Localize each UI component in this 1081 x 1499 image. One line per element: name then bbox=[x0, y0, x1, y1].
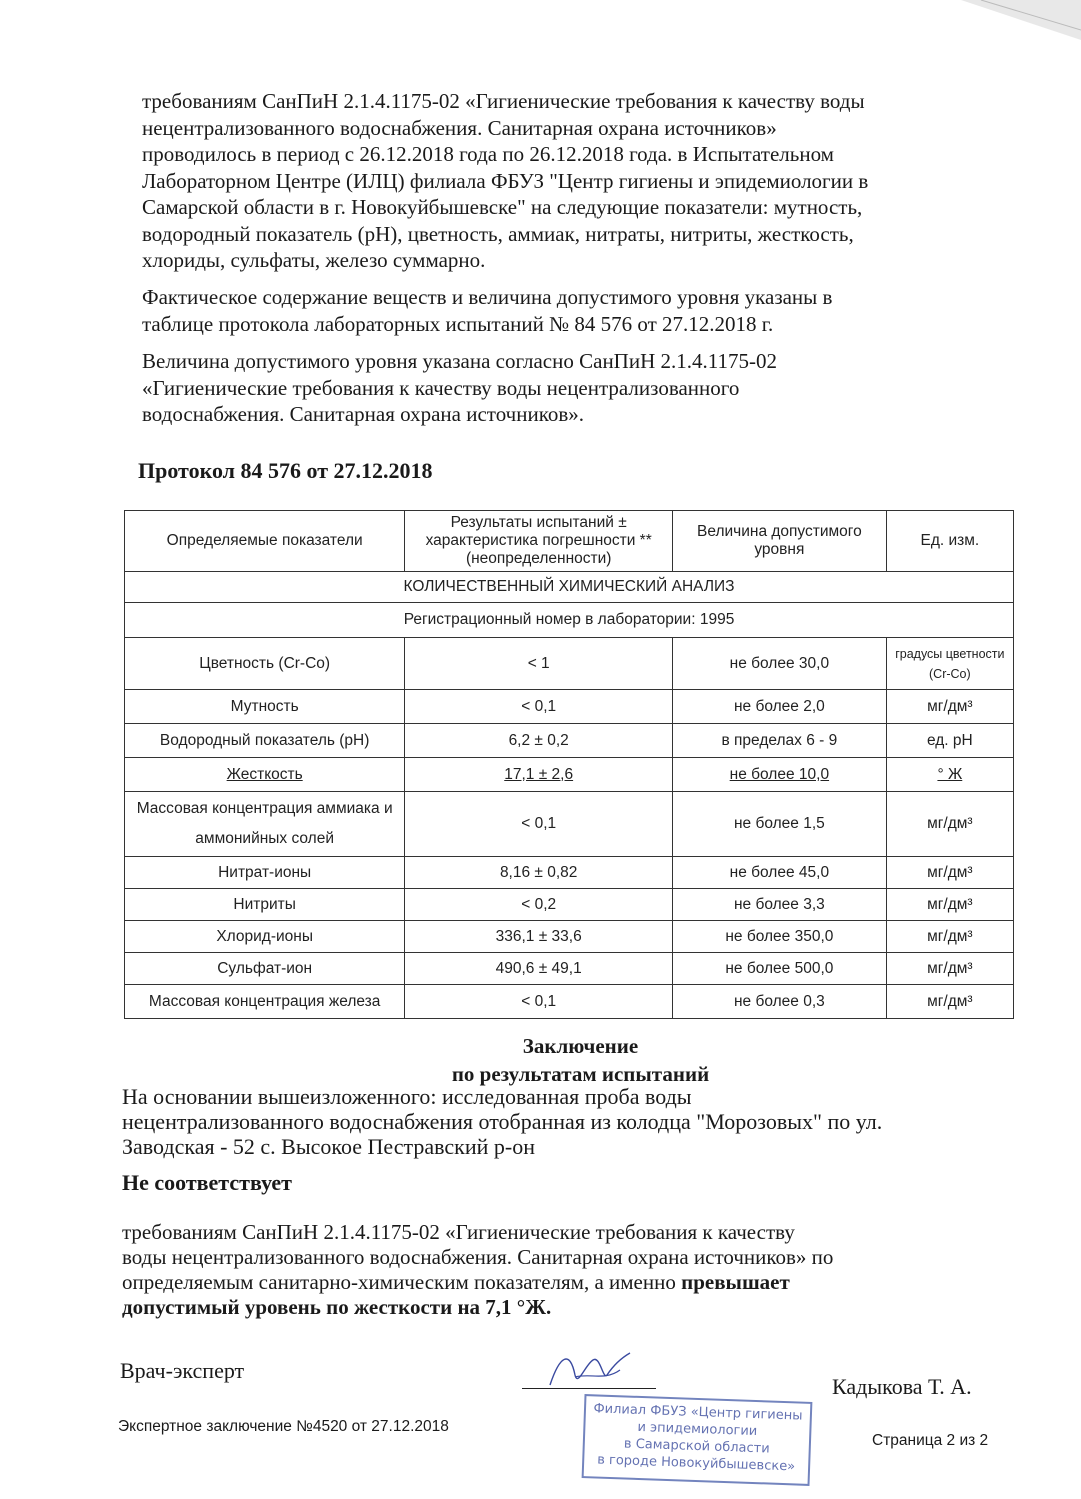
limit-value: не более 0,3 bbox=[673, 985, 887, 1019]
limit-value: не более 1,5 bbox=[673, 792, 887, 857]
table-header-row bbox=[125, 511, 1014, 572]
folded-corner bbox=[961, 0, 1081, 40]
table-row bbox=[125, 690, 1014, 724]
table-row bbox=[125, 953, 1014, 985]
limit-value: не более 30,0 bbox=[673, 638, 887, 690]
result-value: 17,1 ± 2,6 bbox=[405, 758, 673, 792]
unit-value: мг/дм³ bbox=[886, 953, 1013, 985]
header-unit: Ед. изм. bbox=[886, 511, 1013, 572]
result-value: < 0,1 bbox=[405, 985, 673, 1019]
footer-page-number: Страница 2 из 2 bbox=[872, 1432, 989, 1449]
unit-value: ед. pH bbox=[886, 724, 1013, 758]
indicator-name: Водородный показатель (pH) bbox=[125, 724, 405, 758]
limit-value: не более 2,0 bbox=[673, 690, 887, 724]
table-row bbox=[125, 985, 1014, 1019]
signature-line bbox=[522, 1388, 656, 1389]
unit-value: ° Ж bbox=[886, 758, 1013, 792]
limit-value: не более 500,0 bbox=[673, 953, 887, 985]
result-value: 490,6 ± 49,1 bbox=[405, 953, 673, 985]
result-value: 336,1 ± 33,6 bbox=[405, 921, 673, 953]
reg-number-row bbox=[125, 603, 1014, 638]
signer-name: Кадыкова Т. А. bbox=[832, 1374, 972, 1399]
unit-value: мг/дм³ bbox=[886, 857, 1013, 889]
protocol-title: Протокол 84 576 от 27.12.2018 bbox=[138, 458, 433, 483]
indicator-name: Нитриты bbox=[125, 889, 405, 921]
indicator-name: Массовая концентрация аммиака и аммонийных солей bbox=[125, 792, 405, 857]
section-row bbox=[125, 572, 1014, 603]
table-row bbox=[125, 889, 1014, 921]
conclusion-title: Заключение bbox=[522, 1034, 639, 1058]
permissible-level-paragraph: Величина допустимого уровня указана согласно СанПиН 2.1.4.1175-02 «Гигиенические требования к качеству воды нецентрализованного водоснабжения. Санитарная охрана источников». bbox=[142, 349, 777, 426]
organization-stamp: Филиал ФБУЗ «Центр гигиены и эпидемиологии в Самарской области в городе Новокуйбышевске» bbox=[582, 1394, 813, 1486]
conclusion-verdict: Не соответствует bbox=[122, 1170, 292, 1195]
limit-value: не более 3,3 bbox=[673, 889, 887, 921]
indicator-name: Нитрат-ионы bbox=[125, 857, 405, 889]
limit-value: не более 45,0 bbox=[673, 857, 887, 889]
table-row-highlighted bbox=[125, 758, 1014, 792]
indicator-name: Жесткость bbox=[125, 758, 405, 792]
limit-value: в пределах 6 - 9 bbox=[673, 724, 887, 758]
reg-number-label: Регистрационный номер в лаборатории: 1995 bbox=[125, 603, 1014, 638]
result-value: < 0,2 bbox=[405, 889, 673, 921]
exceeds-label: превышает bbox=[681, 1270, 790, 1294]
unit-value: мг/дм³ bbox=[886, 792, 1013, 857]
limit-value: не более 350,0 bbox=[673, 921, 887, 953]
header-result: Результаты испытаний ± характеристика погрешности **(неопределенности) bbox=[405, 511, 673, 572]
unit-value: мг/дм³ bbox=[886, 690, 1013, 724]
unit-value: мг/дм³ bbox=[886, 889, 1013, 921]
header-limit: Величина допустимого уровня bbox=[673, 511, 887, 572]
table-row bbox=[125, 921, 1014, 953]
result-value: 8,16 ± 0,82 bbox=[405, 857, 673, 889]
result-value: < 0,1 bbox=[405, 690, 673, 724]
indicator-name: Мутность bbox=[125, 690, 405, 724]
indicator-name: Сульфат-ион bbox=[125, 953, 405, 985]
conclusion-details: требованиям СанПиН 2.1.4.1175-02 «Гигиенические требования к качеству воды нецентрализованного водоснабжения. Санитарная охрана источников» по определяемым санитарно-химическим показателям, а именно превышает допустимый уровень по жесткости на 7,1 °Ж. bbox=[122, 1220, 1000, 1320]
conclusion-subtitle: по результатам испытаний bbox=[451, 1062, 710, 1086]
conclusion-basis: На основании вышеизложенного: исследованная проба воды нецентрализованного водоснабжения отобранная из колодца "Морозовых" по ул. Заводская - 52 с. Высокое Пестравский р-он bbox=[122, 1084, 883, 1159]
result-value: < 1 bbox=[405, 638, 673, 690]
signer-role: Врач-эксперт bbox=[120, 1358, 245, 1383]
table-row bbox=[125, 638, 1014, 690]
exceedance-detail: допустимый уровень по жесткости на 7,1 °Ж. bbox=[122, 1295, 552, 1319]
indicator-name: Хлорид-ионы bbox=[125, 921, 405, 953]
indicator-name: Цветность (Cr-Co) bbox=[125, 638, 405, 690]
limit-value: не более 10,0 bbox=[673, 758, 887, 792]
result-value: 6,2 ± 0,2 bbox=[405, 724, 673, 758]
table-row bbox=[125, 792, 1014, 857]
results-table bbox=[124, 510, 1014, 1019]
indicator-name: Массовая концентрация железа bbox=[125, 985, 405, 1019]
intro-paragraph: требованиям СанПиН 2.1.4.1175-02 «Гигиенические требования к качеству воды нецентрализованного водоснабжения. Санитарная охрана источников» проводилось в период с 26.12.2018 года по 26.12.2018 года. в Испытательном Лабораторном Центре (ИЛЦ) филиала ФБУЗ "Центр гигиены и эпидемиологии в Самарской области в г. Новокуйбышевске" на следующие показатели: мутность, водородный показатель (pH), цветность, аммиак, нитраты, нитриты, жесткость, хлориды, сульфаты, железо суммарно. bbox=[142, 89, 869, 272]
table-row bbox=[125, 857, 1014, 889]
actual-content-paragraph: Фактическое содержание веществ и величина допустимого уровня указаны в таблице протокола лабораторных испытаний № 84 576 от 27.12.2018 г. bbox=[142, 285, 833, 336]
unit-value: мг/дм³ bbox=[886, 985, 1013, 1019]
footer-document-ref: Экспертное заключение №4520 от 27.12.2018 bbox=[118, 1418, 449, 1435]
unit-value: мг/дм³ bbox=[886, 921, 1013, 953]
section-label: КОЛИЧЕСТВЕННЫЙ ХИМИЧЕСКИЙ АНАЛИЗ bbox=[125, 572, 1014, 603]
table-row bbox=[125, 724, 1014, 758]
result-value: < 0,1 bbox=[405, 792, 673, 857]
header-indicator: Определяемые показатели bbox=[125, 511, 405, 572]
unit-value: градусы цветности (Cr-Co) bbox=[886, 638, 1013, 690]
